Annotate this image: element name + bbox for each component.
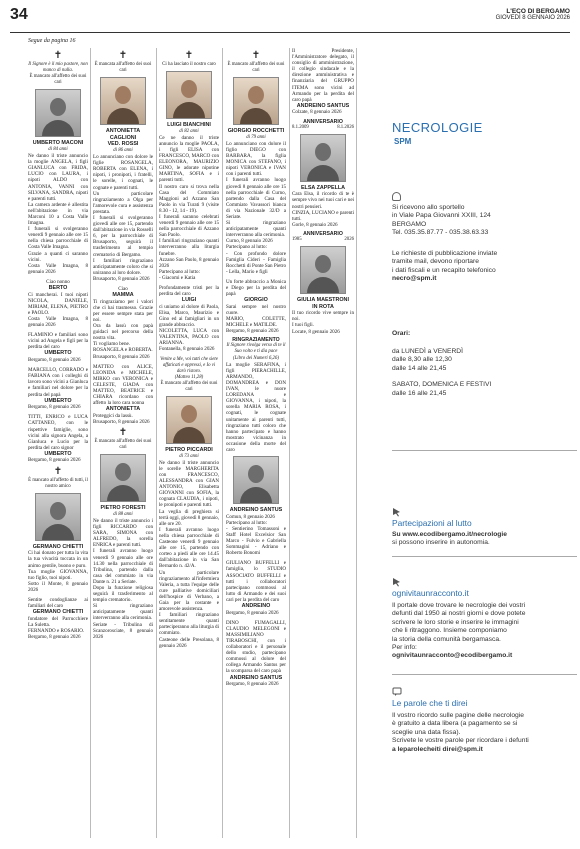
place-date: Seriate - Tribulina di Scanzorosciate, 8 gennaio 2026 (93, 621, 153, 640)
text: DINO FUMAGALLI, CLAUDIO MELEGONI e MASSIMILIANO TIRABOSCHI, con i collaboratori e il personale dello studio, partecipano commossi al dolore del collega Armando Santus per la scomparsa del caro papà (226, 619, 286, 675)
obituary-column-4 (226, 48, 286, 687)
place-date: Bergamo, 8 gennaio 2026 (28, 634, 81, 641)
quote: Il Signore rivolga verso di te il Suo volto e ti dia pace (226, 343, 286, 355)
deceased-name: ANTONIETTA (105, 406, 141, 413)
divider (392, 450, 577, 451)
obituary-column-5 (292, 48, 354, 335)
text: Si ricevono allo sportello (392, 204, 465, 211)
place-date: Bergamo, 8 gennaio 2026 (28, 457, 81, 464)
section-title: Partecipazioni al lutto (392, 518, 472, 528)
text: I funerali avranno luogo giovedì 8 gennaio alle ore 15 nella parrocchiale di Curno, partendo dalla Casa del Commiato Vavassori bianca di via Nazionale 32/D a Seriate. (226, 177, 286, 220)
header-rule (10, 32, 570, 33)
column-divider (356, 48, 357, 838)
deceased-name: UMBERTO (44, 450, 72, 457)
text: dalle 16 alle 21,45 (392, 389, 447, 397)
office-info (392, 204, 577, 238)
cross-icon: ✝ (53, 465, 63, 477)
text: Un forte abbraccio a Monica e Diego per la perdita del papà (226, 278, 286, 298)
text: I funerali saranno celebrati venerdì 9 gennaio alle ore 15 nella parrocchiale di Azzano San Paolo. (159, 214, 219, 239)
place-date: Bergamo, 8 gennaio 2026 (28, 404, 81, 411)
place-date: Curno, 8 gennaio 2026 (226, 238, 273, 245)
age: di 88 anni (113, 511, 133, 517)
deceased-name: UMBERTO (44, 397, 72, 404)
text: I familiari ringraziano anticipatamente coloro che si uniranno al loro dolore. (93, 257, 153, 276)
text: I funerali si svolgeranno venerdì 9 gennaio alle ore 15 nella chiesa parrocchiale di Costa Valle Imagna. (28, 226, 88, 251)
deceased-name: GIORGIO ROCCHETTI (227, 128, 285, 135)
participants: - Giacomi e Katia (159, 274, 196, 281)
age: di 79 anni (246, 134, 266, 140)
spm-logo: SPM (394, 137, 412, 146)
text: dalle 8,30 alle 12,30 (392, 356, 452, 364)
text: MATTEO con ALICE, LEONIDA e MICHELE, MIRKO con VERONICA e CELESTE, GIADA con MATTEO, BEATRICE e CHIARA ricordano con affetto la loro cara nonna (93, 363, 153, 407)
intro: È mancato all'affetto di tutti, il nostro amico (28, 477, 88, 489)
participants: - Sentierino Tomassoni e Staff Hotel Excelsior San Marco - Fulvio e Gabriella Sommagini - Adriano e Roberto Bonomi (226, 525, 286, 557)
divider (392, 556, 577, 557)
text: I familiari ringraziano quanti interverranno alla liturgia funebre. (159, 238, 219, 257)
age: di 73 anni (179, 453, 199, 459)
deceased-name: GERMANO CHIETTI (32, 543, 84, 550)
column-divider (90, 48, 91, 838)
text: Sentite condoglianze ai familiari del caro (28, 597, 88, 610)
deceased-name: MAMMA (112, 292, 134, 299)
text: Ti vogliamo bene. (93, 341, 131, 348)
text: Un particolare ringraziamento all'infermiera Valeria, a tutta l'equipe delle cure palliative domiciliari dell'hospice di Verbano, a Gaia per la costante e amorevole assistenza. (159, 569, 219, 613)
age: di 82 anni (179, 128, 199, 134)
signature: ROSANGELA e ROBERTA. (93, 347, 153, 354)
text: La moglie SERAFINA, i figli PIERACHILLE, ARMANDO, DOMANDREA e DON IVAN, le nuore LOREDANA e GIOVANNA, i nipoti, la sorella MARIA ROSA, i cognati, le cognate unitamente ai parenti tutti, ringraziano tutti coloro che hanno partecipato e hanno mostrato vicinanza in occasione della morte del caro (226, 361, 286, 453)
panel-title: NECROLOGIE (392, 120, 483, 135)
free-memory-info (392, 712, 577, 754)
text: FLAMINIO e familiari sono vicini ad Angela e figli per la perdita del caro (28, 332, 88, 351)
text: Profondamente tristi per la perdita del caro (159, 285, 219, 298)
cross-icon: ✝ (118, 427, 128, 439)
intro: È mancata all'affetto dei suoi cari (94, 62, 152, 74)
obituary-column-1 (28, 48, 88, 640)
portrait-photo (166, 71, 212, 119)
column-divider (289, 48, 290, 838)
deceased-name: GERMANO CHIETTI (32, 609, 84, 616)
participants: - Con profondo dolore Famiglia Cideri - Famiglia Rocchetti di Ponte San Pietro - Lella, Mario e figli (226, 250, 286, 275)
text: Si ringraziano anticipatamente quanti interverranno alla cerimonia. (93, 603, 153, 622)
phone: Tel. 035.35.87.77 - 035.38.63.33 (392, 229, 489, 237)
text: fondatore del Parrucchiere La Suletta. (28, 615, 88, 628)
text: ci uniamo al dolore di Paola, Elisa, Marco, Maurizio e Gino ed ai famigliari in un grande abbraccio. (159, 303, 219, 329)
text: I funerali avranno luogo nella chiesa parrocchiale di Casteone venerdì 9 gennaio alle ore 15, partendo con corteo a piedi alle ore 14.45 dall'abitazione in via San Bernardo n. 42/A. (159, 526, 219, 570)
signature: FERNANDO e ROSARIO. (28, 627, 85, 634)
deceased-name: PIETRO FORESTI (100, 505, 146, 512)
text: I funerali si svolgeranno giovedì alle ore 15, partendo dall'abitazione in via Rosselli 6, per la parrocchiale di Brusaporto, seguirà il trasferimento al tempio crematorio di Bergamo. (93, 215, 153, 258)
section-title[interactable]: ognivitaunracconto.it (392, 588, 469, 598)
section-header: ANNIVERSARIO (303, 118, 343, 125)
portrait-photo (100, 77, 146, 125)
chat-icon (392, 684, 402, 694)
quote-reference: (Libro dei Numeri 6,26) (233, 355, 279, 361)
anniversary-end: 2026 (344, 236, 354, 242)
text: Grazie a quanti ci saranno vicini. (28, 250, 88, 263)
city: BERGAMO (392, 220, 427, 228)
portrait-photo (233, 456, 279, 504)
text: Proteggici da lassù. (93, 412, 133, 419)
age: di 84 anni (48, 146, 68, 152)
text: si possono inserire in autonomia. (392, 539, 490, 547)
intro: È mancato all'affetto dei suoi cari (160, 380, 218, 393)
participants-header: Partecipano al lutto: (226, 244, 268, 251)
place-date: Bergamo, 8 gennaio 2026 (226, 328, 279, 335)
text: i dati fiscali e un recapito telefonico (392, 266, 496, 274)
intro: È mancato all'affetto dei suoi cari (227, 62, 285, 74)
text: Scrivete le vostre parole per ricordare i defunti (392, 737, 529, 745)
signature: NICOLETTA, LUCA con VALENTINA, PAOLO con ARIANNA. (159, 328, 219, 347)
text: Per info: (392, 644, 417, 652)
participants-header: Partecipano al lutto: (159, 268, 201, 275)
text: Ti ringraziamo per i valori che ci hai trasmesso. Grazie per essere sempre stata per noi. (93, 298, 153, 323)
text: da LUNEDÌ a VENERDÌ (392, 348, 463, 355)
place-date: Azzano San Paolo, 8 gennaio 2026 (159, 256, 219, 269)
newspaper-name: L'ECO DI BERGAMO (506, 8, 570, 15)
place-date: Comun, 8 gennaio 2026 (226, 513, 275, 520)
text: SABATO, DOMENICA E FESTIVI (392, 381, 492, 389)
deceased-name: GIORGIO (244, 297, 268, 304)
cross-icon: ✝ (53, 50, 63, 61)
place-date: Casteone delle Presolana, 8 gennaio 2026 (159, 636, 219, 649)
text: defunti dal 1950 ai nostri giorni e dove potete (392, 610, 526, 618)
deceased-name: ANTONIETTA CAGLIONI (105, 128, 141, 141)
deceased-name: ANDREINO SANTUS (229, 674, 283, 681)
page-number: 34 (10, 6, 28, 23)
email-link[interactable]: necro@spm.it (392, 275, 437, 283)
quote-reference: (Matteo 11,28) (174, 374, 204, 380)
text: tramite mail, devono riportare (392, 258, 479, 266)
portrait-photo (300, 246, 346, 294)
portrait-photo (35, 89, 81, 137)
text: Il Presidente, l'Amministratore delegato, il consiglio di amministrazione, il collegio sindacale e la direzione amministrativa e finanziaria del GRUPPO ITEMA sono vicini ad Armando per la perdita del caro papà (292, 48, 354, 103)
online-info (392, 531, 577, 548)
obituary-column-2 (93, 48, 153, 640)
place-date: Sotto il Monte, 8 gennaio 2026 (28, 580, 88, 593)
portrait-photo (233, 77, 279, 125)
text: Le richieste di pubblicazione inviate (392, 250, 498, 257)
hours-title: Orari: (392, 330, 411, 337)
signature: MARIO, COLETTE, MICHELE e MATILDE. (226, 316, 286, 329)
anniversary-end: 8.1.2026 (337, 124, 354, 130)
text: Ci hai donato per tutta la vita la tua vivacità toccata in un animo gentile, buono e puro. (28, 550, 88, 569)
text: GIULIANO BUFFELLI e famiglia, lo STUDIO ASSOCIATO BUFFELLI e tutti i collaboratori partecipano commossi al lutto di Armando e dei suoi cari per la perdita del caro (226, 560, 286, 603)
text: Tua moglie GIOVANNA, tuo figlio, tuoi nipoti. (28, 568, 88, 581)
place-date: Gorle, 8 gennaio 2026 (292, 221, 338, 228)
text: è gratuito a data libera (a pagamento se si (392, 720, 518, 728)
text: Sarai sempre nel nostro cuore. (226, 303, 286, 316)
text: Ora da lassù con papà guidaci nel percorso della nostra vita. (93, 323, 153, 342)
person-icon (392, 192, 401, 201)
text: scrivere le loro storie e inserire le immagini (392, 618, 519, 626)
deceased-name: UMBERTO MACONI (32, 140, 84, 147)
text: Lo annunciano con dolore il figlio DIEGO con BARBARA, la figlia MONICA con STEFANO, i nipoti VERONICA e IVAN con i parenti tutti. (226, 140, 286, 178)
deceased-name: ANDREINO SANTUS (296, 102, 350, 109)
text: TITTI, ENRICO e LUCA CATTANEO, con le rispettive famiglie, sono vicini alla signora Angela, a Gianluca e Lucio per la perdita del caro signor (28, 414, 88, 451)
text: Ciao (118, 286, 128, 293)
hours (392, 348, 577, 398)
text: Il tuo ricordo vive sempre in noi. (292, 310, 354, 323)
portrait-photo (100, 454, 146, 502)
deceased-name: ANDREINO (241, 602, 271, 609)
quote: Il Signore è il mio pastore, non manco di nulla. (28, 62, 88, 74)
deceased-name: GIULIA MAESTRONI (297, 297, 349, 304)
email-link[interactable]: a leparolecheiti direi@spm.it (392, 745, 483, 753)
obituary-column-3 (159, 48, 219, 649)
text: Ne danno il triste annuncio la moglie ANGELA, i figli GIANLUCA con FRIDA, LUCIO con LAURA, i nipoti ALDO con ANTONIA, VANNI con SILVANA, SANDRA, nipoti e parenti tutti. (28, 153, 88, 202)
text: Ce ne danno il triste annuncio la moglie PAOLA, i figli ELISA con FRANCESCO, MARCO con ELEONORA, MAURIZIO GINO, le adorate nipotine MARTINA, SOFIA e i parenti tutti. (159, 134, 219, 184)
cursor-icon (392, 574, 402, 584)
deceased-subname: IN ROTA (312, 303, 334, 310)
anniversary-start: 8.1.2009 (292, 124, 309, 130)
text: La camera ardente è allestita nell'abitazione in via Marconi 10 a Costa Valle Imagna. (28, 201, 88, 227)
text: Ciao nonno (46, 278, 70, 285)
text: I funerali avranno luogo venerdì 9 gennaio alle ore 14.30 nella parrocchiale di Tribulina, partendo dalla casa del commiato in via Dante n. 21 a Seriate. (93, 548, 153, 585)
deceased-name: UMBERTO (44, 350, 72, 357)
deceased-name: PIETRO PICCARDI (165, 447, 213, 454)
place-date: Fontanella, 8 gennaio 2026 (159, 346, 215, 353)
portrait-photo (300, 134, 346, 182)
portal-info (392, 602, 577, 661)
place-date: Brusaporto, 8 gennaio 2026 (93, 419, 150, 425)
text: Cara Elsa, il ricordo di te è sempre vivo nei tuoi cari e nei nostri pensieri. (292, 191, 354, 210)
deceased-name: LUIGI BIANCHINI (167, 122, 211, 129)
signature: I tuoi figli. (292, 322, 314, 329)
address: in Viale Papa Giovanni XXIII, 124 (392, 212, 491, 220)
age: di 86 anni (113, 147, 133, 153)
place-date: Bergamo, 8 gennaio 2026 (28, 357, 81, 364)
portrait-photo (166, 396, 212, 444)
text: Un particolare ringraziamento a Olga per l'amorevole cura e assistenza prestata. (93, 190, 153, 215)
section-title: Le parole che ti direi (392, 698, 468, 708)
place-date: Brusaporto, 8 gennaio 2026 (93, 275, 150, 282)
column-divider (222, 48, 223, 838)
text: la storia della comunità bergamasca. (392, 635, 501, 643)
text: MARCELLO, CORRADO e FABIANA con i colleghi di lavoro sono vicini a Gianluca e familiari nel dolore per la perdita del papà (28, 367, 88, 398)
place-date: Colzate, 8 gennaio 2026 (292, 109, 342, 116)
text: Lo annunciano con dolore le figlie ROSANGELA, ROBERTA con ELENA, i nipoti, i pronipoti, i fratelli, le sorelle, i cognati, le cognate e parenti tutti. (93, 154, 153, 191)
intro: È mancato all'affetto dei suoi cari (94, 439, 152, 451)
divider (392, 674, 577, 675)
place-date: Costa Valle Imagna, 8 gennaio 2026 (28, 316, 88, 329)
text: Il portale dove trovare le necrologie dei vostri (392, 602, 526, 609)
mail-info (392, 250, 577, 284)
email-link[interactable]: ognivitaunracconto@ecodibergamo.it (392, 652, 513, 660)
anniversary-start: 1985 (292, 236, 302, 242)
text: I familiari ringraziano sentitamente quanti parteciperanno alla liturgia di commiato. (159, 612, 220, 637)
signature: CINZIA, LUCIANO e parenti tutti. (292, 209, 354, 222)
column-divider (156, 48, 157, 838)
text: sceglie una data fissa). (392, 728, 461, 736)
anniversary-dates (292, 237, 354, 243)
issue-date: GIOVEDÌ 8 GENNAIO 2026 (495, 15, 570, 21)
continued-from: Segue da pagina 16 (28, 38, 76, 44)
text: La veglia di preghiera si terrà oggi, giovedì 8 gennaio, alle ore 20. (159, 508, 219, 527)
text: Ci mancherai. I tuoi nipoti NICOLA, DANIELE, MIRIAM, ELENA, PIETRO e PAOLO. (28, 291, 88, 316)
place-date: Bergamo, 8 gennaio 2026 (226, 609, 279, 616)
cursor-icon (392, 504, 402, 514)
text: che li ritraggono. Insieme componiamo (392, 627, 507, 635)
text: Il nostro caro si trova nella Casa del Commiato Maggioni ad Azzano San Paolo in via Turati 9 (visite 8.30 - 12, 14 - 19). (159, 183, 219, 214)
intro: Ci ha lasciato il nostro caro (162, 62, 216, 67)
section-header: ANNIVERSARIO (303, 230, 343, 237)
place-date: Locate, 8 gennaio 2026 (292, 328, 340, 335)
section-header: RINGRAZIAMENTO (232, 337, 280, 344)
masthead (496, 8, 570, 22)
deceased-name: BERTO (48, 285, 68, 292)
page-header (10, 4, 570, 34)
cross-icon: ✝ (118, 50, 128, 61)
portrait-photo (35, 493, 81, 541)
quote: Venite a Me, voi tutti che siete affaticati e oppressi, e Io vi darò ristoro. (160, 356, 218, 374)
anniversary-dates (292, 125, 354, 131)
cross-icon: ✝ (184, 50, 194, 61)
participants-header: Partecipano al lutto: (226, 519, 268, 526)
cross-icon: ✝ (251, 50, 261, 61)
deceased-subname: VED. ROSSI (107, 141, 139, 148)
text: Ne danno il triste annuncio le sorelle MARGHERITA con FRANCESCO, ALESSANDRA con GIAN ANTONIO, Elisabetta GIOVANNI con SOFIA, la cognata CLAUDIA, i nipoti, le pronipoti e parenti tutti. (159, 459, 219, 509)
text: Si ringraziano anticipatamente quanti interverranno alla cerimonia. (226, 220, 286, 239)
text: Ne danno il triste annuncio i figli RICCARDO con SARA, SIMONA con ALFREDO, la sorella ENRICA e parenti tutti. (93, 517, 153, 549)
deceased-name: LUIGI (181, 297, 197, 304)
place-date: Bergamo, 8 gennaio 2026 (226, 681, 279, 688)
intro: È mancato all'affetto dei suoi cari (29, 74, 87, 86)
deceased-name: ANDREINO SANTUS (229, 507, 283, 514)
text: Dopo la funzione religiosa seguirà il trasferimento al tempio crematorio. (93, 585, 153, 604)
necrologie-info-panel (382, 104, 578, 818)
deceased-name: ELSA ZAPPELLA (300, 184, 346, 191)
place-date: Brusaporto, 8 gennaio 2026 (93, 353, 150, 360)
place-date: Costa Valle Imagna, 8 gennaio 2026 (28, 262, 88, 275)
website-link[interactable]: Su www.ecodibergamo.it/necrologie (392, 531, 507, 538)
text: dalle 14 alle 21,45 (392, 364, 447, 372)
text: Il vostro ricordo sulle pagine delle necrologie (392, 712, 524, 719)
